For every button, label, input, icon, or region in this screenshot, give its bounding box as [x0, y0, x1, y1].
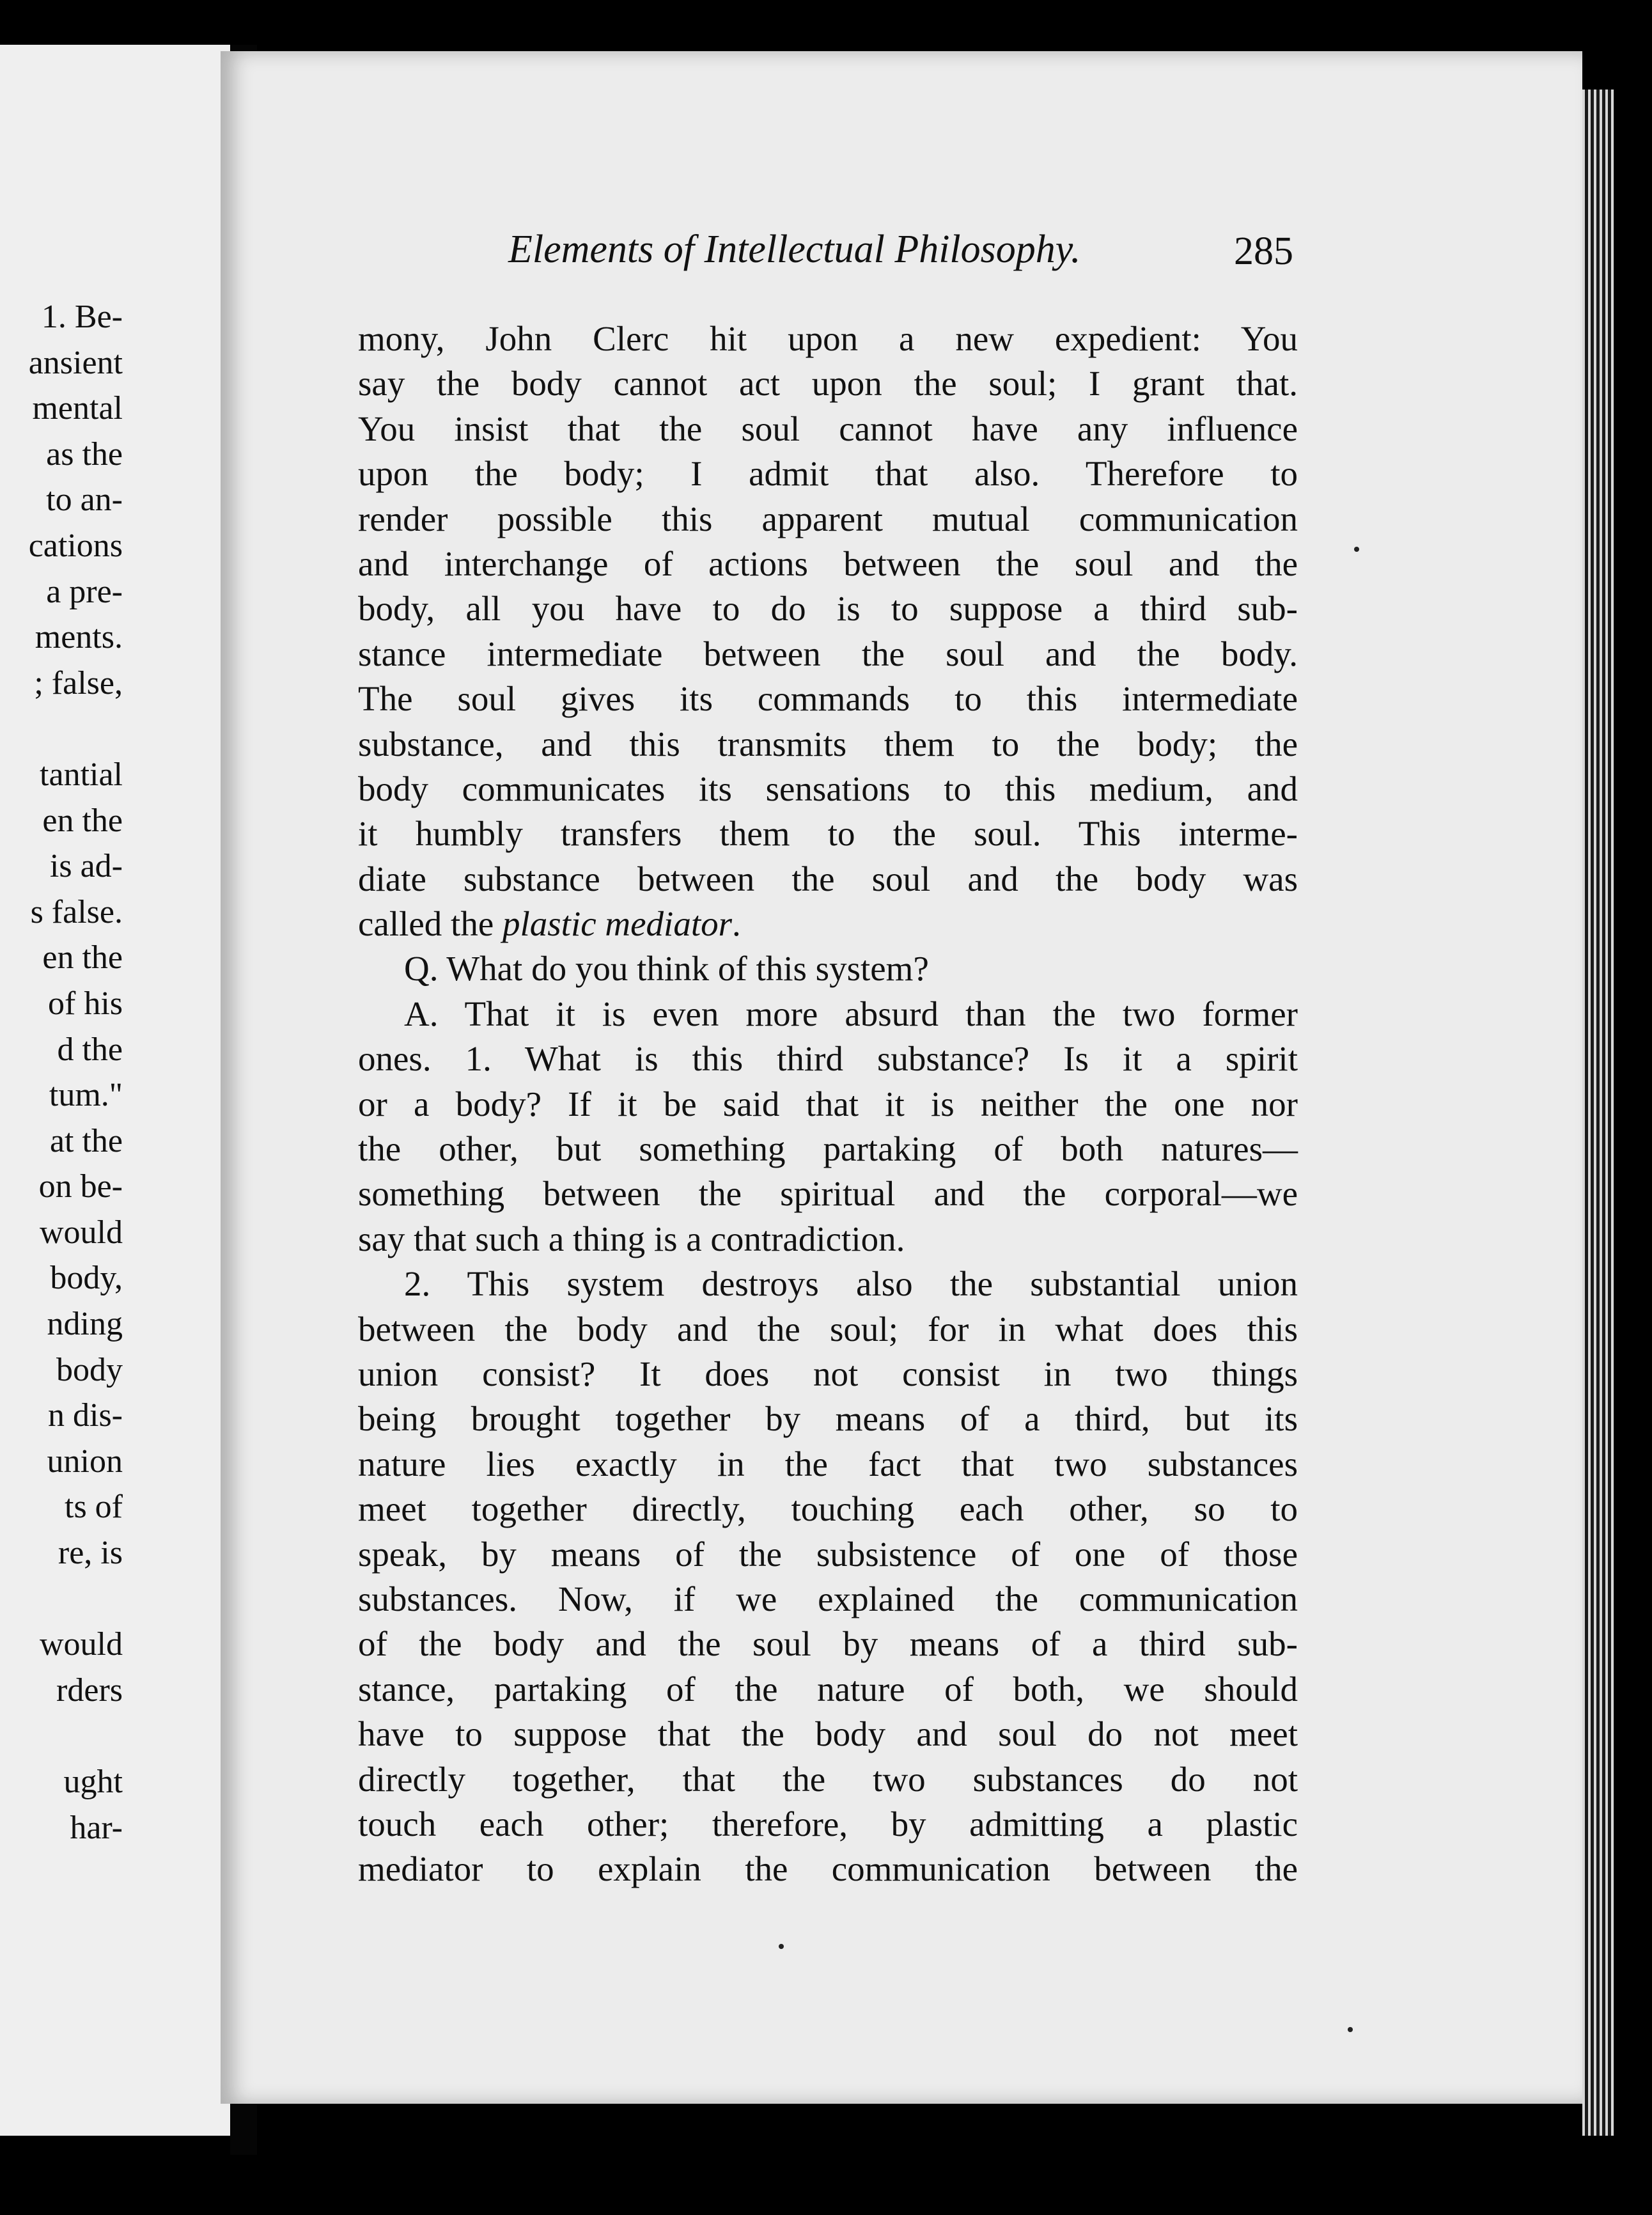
answer-line: A. That it is even more absurd than the two former: [404, 994, 1298, 1033]
italic-term: plastic mediator: [503, 904, 733, 944]
left-line: to an-: [46, 481, 123, 519]
left-line: ments.: [35, 619, 123, 656]
left-line: ; false,: [34, 664, 123, 701]
left-line: d the: [57, 1031, 123, 1068]
text-line: something between the spiritual and the corporal—we: [358, 1174, 1298, 1214]
text-line: ones. 1. What is this third substance? Is it a spirit: [358, 1039, 1298, 1079]
previous-page-lines: [29, 294, 123, 1851]
left-line: on be-: [38, 1168, 123, 1205]
text-line: touch each other; therefore, by admitting a plastic: [358, 1804, 1298, 1843]
left-line: union: [47, 1443, 123, 1480]
left-line: har-: [70, 1809, 123, 1846]
left-line: en the: [42, 939, 123, 976]
text-line: it humbly transfers them to the soul. This interme-: [358, 814, 1298, 854]
paragraph-start-line: 2. This system destroys also the substantial union: [404, 1264, 1298, 1304]
text-line: meet together directly, touching each other, so to: [358, 1489, 1298, 1529]
left-line: tum.": [49, 1077, 123, 1114]
left-line-gap: [29, 1713, 123, 1759]
text-line: body communicates its sensations to this medium, and: [358, 769, 1298, 808]
text-line: say that such a thing is a contradiction.: [358, 1219, 905, 1258]
left-line: body: [56, 1351, 123, 1388]
text-line: The soul gives its commands to this intermediate: [358, 679, 1298, 719]
left-line: as the: [46, 435, 123, 473]
text-line: say the body cannot act upon the soul; I grant that.: [358, 364, 1298, 403]
question-line: Q. What do you think of this system?: [404, 949, 929, 989]
left-line: cations: [28, 527, 123, 564]
scan-speck: [779, 1944, 784, 1949]
text-line: render possible this apparent mutual communication: [358, 499, 1298, 538]
left-line: would: [40, 1214, 123, 1251]
text-line: substances. Now, if we explained the communication: [358, 1579, 1298, 1618]
text-line: directly together, that the two substances do not: [358, 1759, 1298, 1799]
text-line: upon the body; I admit that also. Therefore to: [358, 454, 1298, 494]
text-line: stance intermediate between the soul and the body.: [358, 634, 1298, 673]
text-line: or a body? If it be said that it is neither the one nor: [358, 1084, 1298, 1123]
text-line: being brought together by means of a third, but its: [358, 1399, 1298, 1439]
scan-speck: [1354, 547, 1359, 552]
text-line-with-term: [358, 902, 1298, 946]
text-line: mony, John Clerc hit upon a new expedient: You: [358, 319, 1298, 358]
left-line: a pre-: [46, 573, 123, 610]
left-line: ts of: [65, 1489, 123, 1526]
text-line: and interchange of actions between the soul and the: [358, 544, 1298, 583]
left-line: ansient: [28, 344, 123, 381]
term-punctuation: .: [732, 904, 741, 944]
left-line: n dis-: [48, 1397, 123, 1434]
previous-page-fragment: [0, 45, 230, 2136]
left-line: of his: [48, 985, 123, 1022]
text-line: between the body and the soul; for in what does this: [358, 1309, 1298, 1349]
left-line: rders: [56, 1671, 123, 1709]
text-line: stance, partaking of the nature of both, we should: [358, 1669, 1298, 1709]
left-line-gap: [29, 1576, 123, 1622]
left-line: at the: [49, 1122, 123, 1159]
text-line: union consist? It does not consist in two things: [358, 1354, 1298, 1393]
left-line: 1. Be-: [41, 299, 123, 335]
left-line: is ad-: [49, 848, 123, 885]
running-head: Elements of Intellectual Philosophy.: [508, 228, 1081, 271]
left-line: body,: [50, 1260, 123, 1297]
left-line: tantial: [40, 756, 123, 793]
left-line: s false.: [30, 893, 123, 930]
text-line: You insist that the soul cannot have any influence: [358, 409, 1298, 448]
page-number: 285: [1234, 230, 1293, 273]
left-line-gap: [29, 706, 123, 752]
scan-speck: [1348, 2027, 1353, 2032]
text-line: mediator to explain the communication between the: [358, 1849, 1298, 1889]
text-fragment: called the: [358, 904, 503, 944]
left-line: ught: [63, 1764, 123, 1800]
text-line: substance, and this transmits them to the body; the: [358, 724, 1298, 763]
text-line: body, all you have to do is to suppose a third sub-: [358, 589, 1298, 629]
left-line: re, is: [58, 1535, 123, 1572]
body-text: [358, 317, 1298, 1892]
text-line: nature lies exactly in the fact that two substances: [358, 1444, 1298, 1483]
text-line: have to suppose that the body and soul do not meet: [358, 1714, 1298, 1754]
left-line: would: [40, 1626, 123, 1663]
text-line: the other, but something partaking of both natures—: [358, 1129, 1298, 1169]
text-line: diate substance between the soul and the body was: [358, 859, 1298, 898]
left-line: nding: [47, 1306, 123, 1343]
text-line: speak, by means of the subsistence of one of those: [358, 1534, 1298, 1574]
page-edge-stack: [1582, 90, 1614, 2136]
left-line: en the: [42, 802, 123, 839]
left-line: mental: [32, 390, 123, 427]
text-line: of the body and the soul by means of a third sub-: [358, 1624, 1298, 1664]
